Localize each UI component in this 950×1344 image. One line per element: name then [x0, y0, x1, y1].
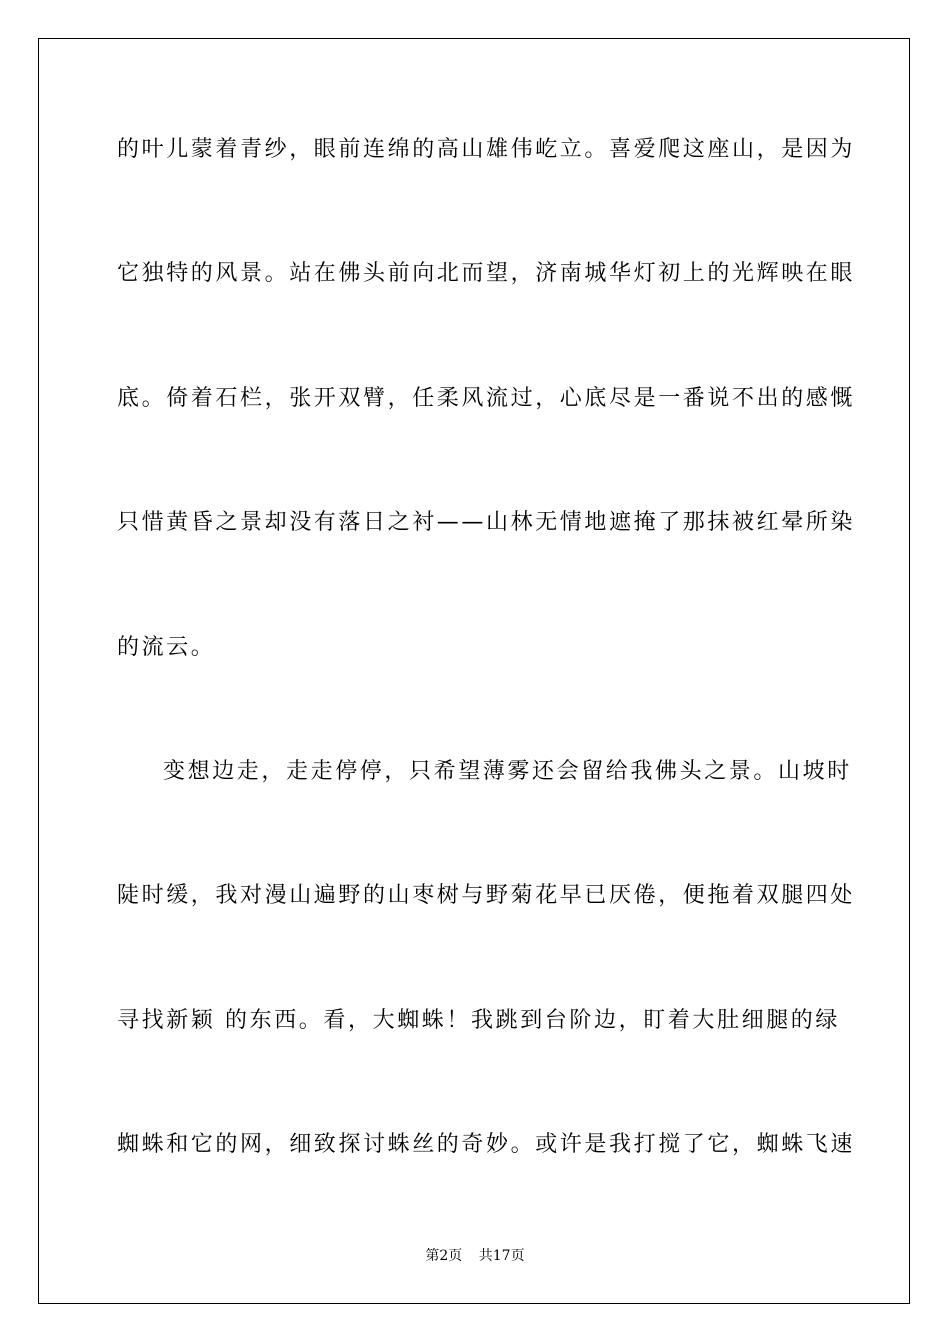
text-line-4: 只惜黄昏之景却没有落日之衬——山林无情地遮掩了那抹被红晕所染 — [117, 510, 856, 535]
text-line-1: 的叶儿蒙着青纱，眼前连绵的高山雄伟屹立。喜爱爬这座山，是因为 — [117, 137, 856, 162]
text-line-3: 底。倚着石栏，张开双臂，任柔风流过，心底尽是一番说不出的感慨 — [117, 386, 856, 411]
page-footer — [0, 1247, 950, 1265]
page-border — [38, 38, 910, 1304]
page-number: 第2页 — [425, 1248, 463, 1264]
text-line-9: 蜘蛛和它的网，细致探讨蛛丝的奇妙。或许是我打搅了它，蜘蛛飞速 — [117, 1132, 856, 1157]
text-line-6-paragraph-start: 变想边走，走走停停，只希望薄雾还会留给我佛头之景。山坡时 — [163, 759, 852, 784]
page-total: 共17页 — [478, 1248, 525, 1264]
text-line-8: 寻找新颖 的东西。看，大蜘蛛！我跳到台阶边，盯着大肚细腿的绿 — [117, 1008, 840, 1033]
text-line-5: 的流云。 — [117, 635, 216, 660]
text-line-2: 它独特的风景。站在佛头前向北而望，济南城华灯初上的光辉映在眼 — [117, 261, 856, 286]
text-line-7: 陡时缓，我对漫山遍野的山枣树与野菊花早已厌倦，便拖着双腿四处 — [117, 883, 856, 908]
